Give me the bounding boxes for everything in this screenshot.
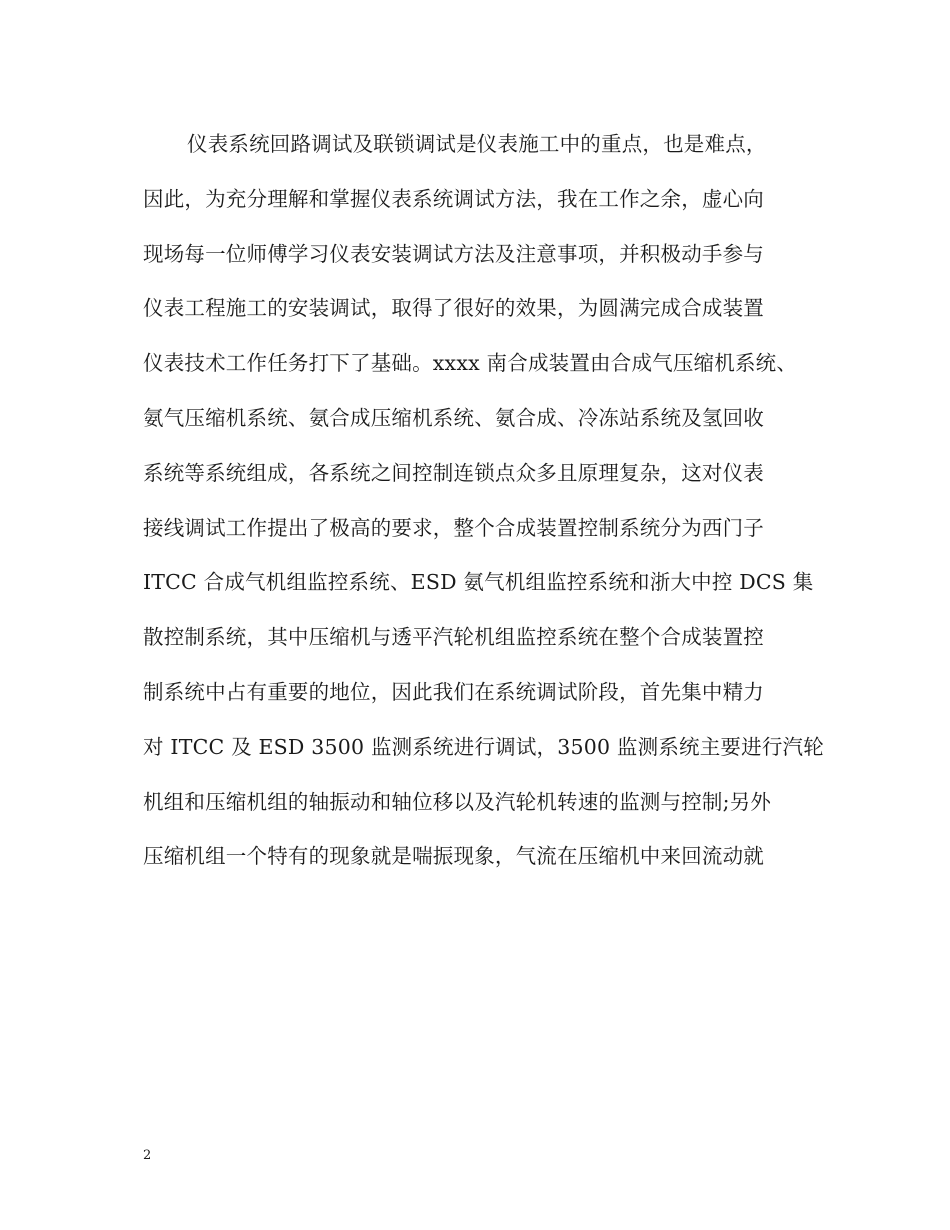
text-line: 接线调试工作提出了极高的要求，整个合成装置控制系统分为西门子 bbox=[143, 515, 764, 540]
text-line: 氨气压缩机系统、氨合成压缩机系统、氨合成、冷冻站系统及氢回收 bbox=[143, 405, 764, 430]
text-line: 系统等系统组成，各系统之间控制连锁点众多且原理复杂，这对仪表 bbox=[143, 460, 764, 485]
text-line: 仪表技术工作任务打下了基础。xxxx 南合成装置由合成气压缩机系统、 bbox=[143, 351, 798, 376]
text-line: 仪表工程施工的安装调试，取得了很好的效果，为圆满完成合成装置 bbox=[143, 296, 764, 321]
text-line: 制系统中占有重要的地位，因此我们在系统调试阶段，首先集中精力 bbox=[143, 679, 764, 704]
body-text bbox=[143, 128, 824, 895]
text-line: 机组和压缩机组的轴振动和轴位移以及汽轮机转速的监测与控制;另外 bbox=[143, 789, 772, 814]
text-line: 对 ITCC 及 ESD 3500 监测系统进行调试，3500 监测系统主要进行汽轮 bbox=[143, 734, 824, 759]
text-line: 压缩机组一个特有的现象就是喘振现象，气流在压缩机中来回流动就 bbox=[143, 844, 764, 869]
text-line: 散控制系统，其中压缩机与透平汽轮机组监控系统在整个合成装置控 bbox=[143, 625, 764, 650]
text-line: 现场每一位师傅学习仪表安装调试方法及注意事项，并积极动手参与 bbox=[143, 241, 764, 266]
text-line: 因此，为充分理解和掌握仪表系统调试方法，我在工作之余，虚心向 bbox=[143, 186, 764, 211]
page-number: 2 bbox=[143, 1148, 152, 1163]
text-line: 仪表系统回路调试及联锁调试是仪表施工中的重点，也是难点， bbox=[187, 132, 767, 156]
text-line: ITCC 合成气机组监控系统、ESD 氨气机组监控系统和浙大中控 DCS 集 bbox=[143, 570, 814, 595]
